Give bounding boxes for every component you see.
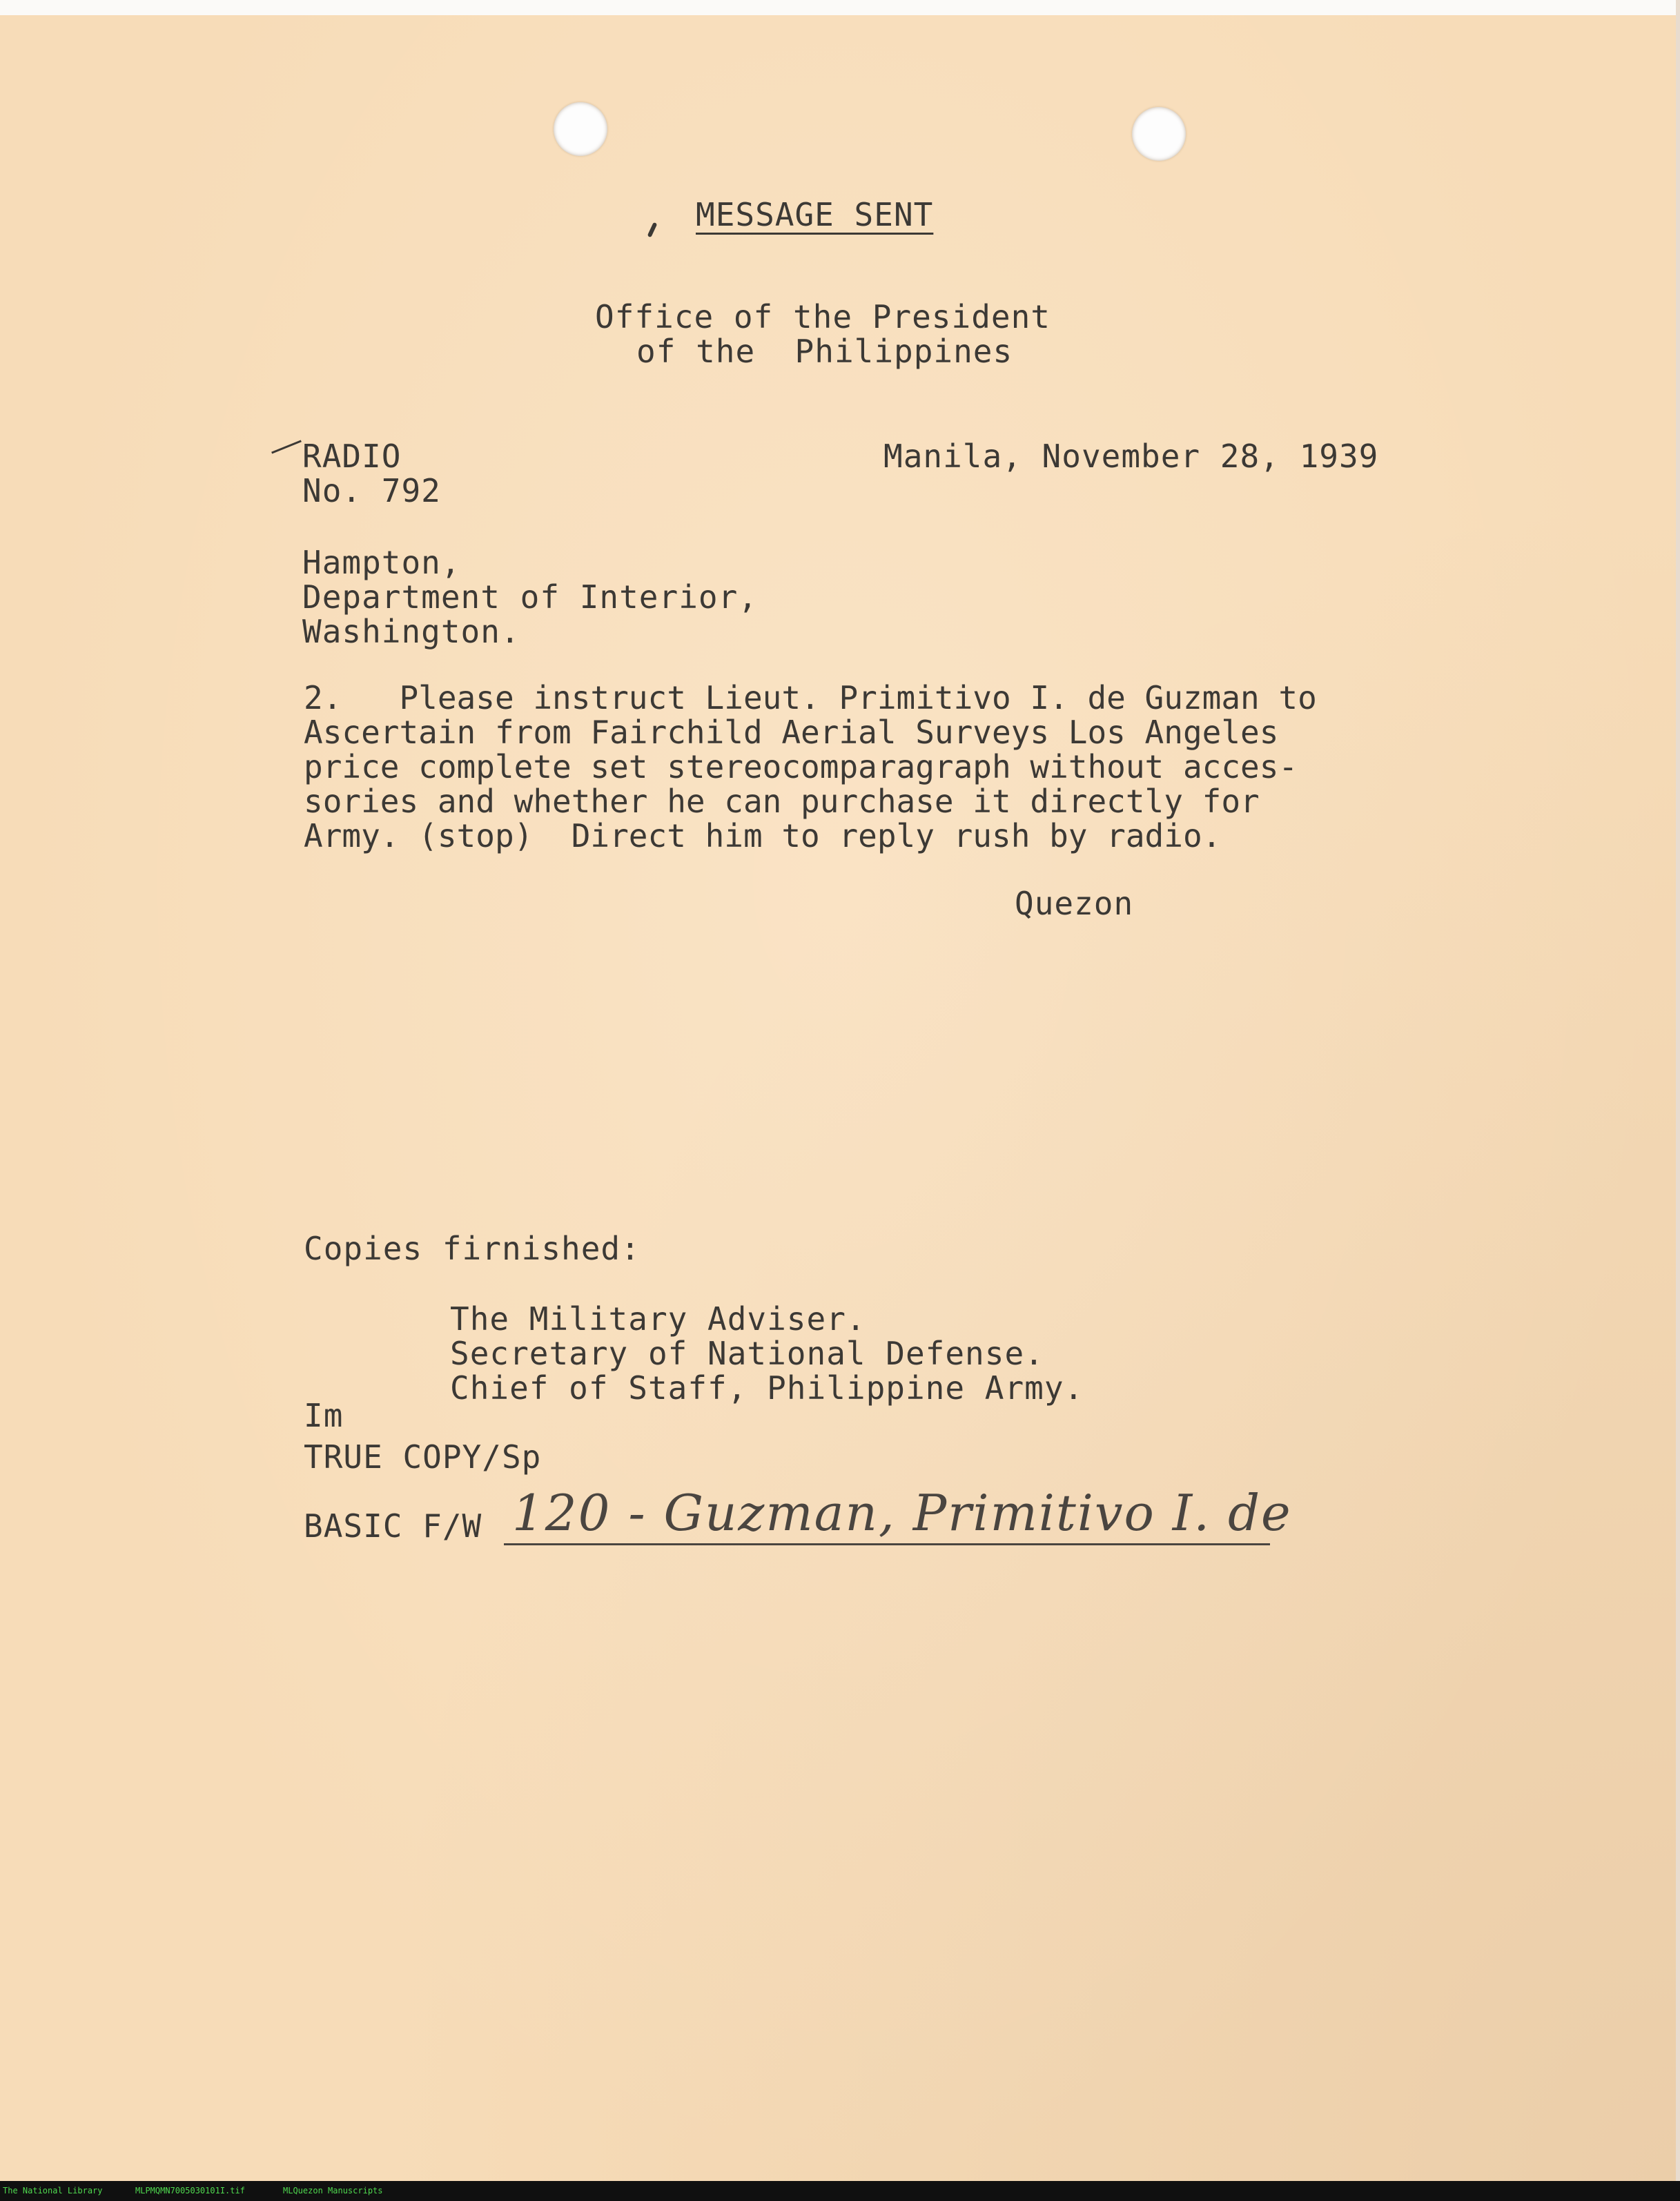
place-date: Manila, November 28, 1939: [883, 438, 1379, 475]
check-mark: [271, 440, 302, 453]
signature-name: Quezon: [1015, 885, 1134, 922]
radio-number: No. 792: [302, 472, 441, 509]
basic-file-label: BASIC F/W: [304, 1507, 482, 1545]
handwritten-file-reference: 120 - Guzman, Primitivo I. de: [512, 1484, 1292, 1542]
punch-hole-right: [1132, 107, 1186, 161]
office-line-2: of the Philippines: [636, 333, 1013, 370]
scan-footer: [0, 2181, 1680, 2201]
message-sent-title: MESSAGE SENT: [696, 196, 934, 233]
message-body-line: Ascertain from Fairchild Aerial Surveys Los Angeles: [304, 714, 1279, 751]
punch-hole-left: [554, 102, 607, 156]
handwriting-underline: [504, 1543, 1270, 1545]
copy-recipient: Chief of Staff, Philippine Army.: [450, 1369, 1084, 1407]
footer-collection: MLQuezon Manuscripts: [283, 2186, 383, 2195]
copies-label: Copies firnished:: [304, 1230, 641, 1267]
message-body-line: 2. Please instruct Lieut. Primitivo I. de Guzman to: [304, 679, 1317, 716]
scan-top-edge: [0, 0, 1680, 15]
addressee-line: Department of Interior,: [302, 578, 758, 616]
radio-label: RADIO: [302, 438, 402, 475]
addressee-line: Hampton,: [302, 544, 461, 581]
addressee-line: Washington.: [302, 613, 520, 650]
message-body-line: price complete set stereocomparagraph without acces-: [304, 748, 1298, 785]
true-copy-note: TRUE COPY/Sp: [304, 1438, 542, 1476]
message-body-line: Army. (stop) Direct him to reply rush by radio.: [304, 817, 1222, 854]
copy-recipient: The Military Adviser.: [450, 1300, 866, 1338]
office-line-1: Office of the President: [595, 298, 1051, 335]
copy-recipient: Secretary of National Defense.: [450, 1335, 1044, 1372]
message-body-line: sories and whether he can purchase it directly for: [304, 783, 1260, 820]
footer-filename: MLPMQMN7005030101I.tif: [135, 2186, 245, 2195]
scan-right-edge: [1676, 0, 1680, 2181]
footer-library: The National Library: [3, 2186, 103, 2195]
typist-initials: Im: [304, 1397, 344, 1434]
pen-mark: [647, 222, 658, 237]
